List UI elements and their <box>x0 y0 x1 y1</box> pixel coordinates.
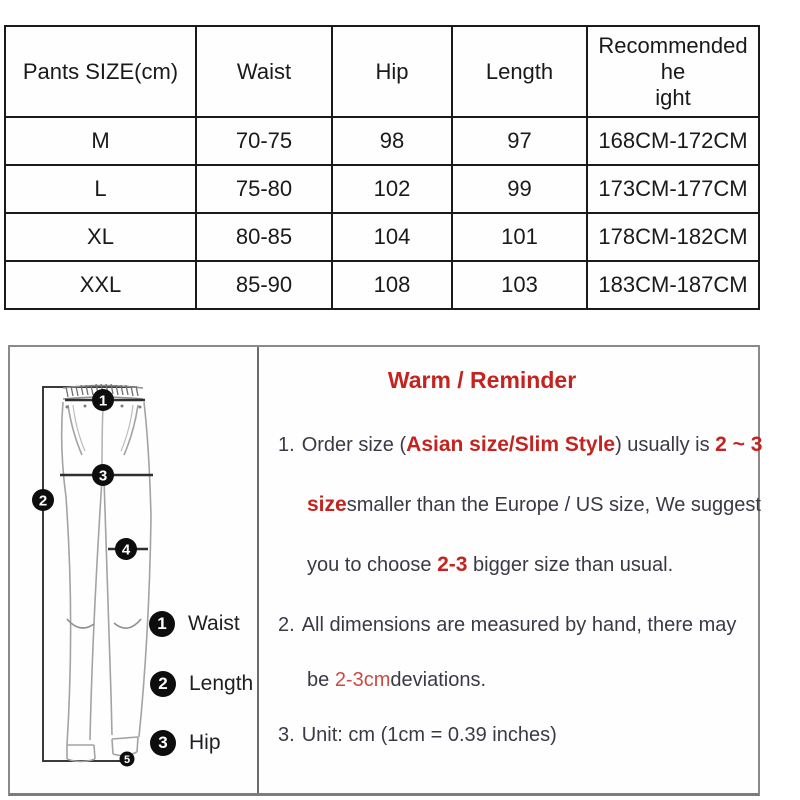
size-table-header-row <box>5 26 759 117</box>
reminder-item1-line1 <box>278 432 762 458</box>
marker-5-hem <box>120 752 135 767</box>
length-measure-bracket <box>43 387 135 761</box>
reminder-title: Warm / Reminder <box>387 367 577 393</box>
pants-sketch <box>10 347 257 791</box>
svg-text:2: 2 <box>38 492 48 510</box>
reminder-text: you to choose <box>307 554 438 576</box>
reminder-text: be <box>307 669 335 691</box>
reminder-item3-line1 <box>278 722 557 748</box>
vertical-divider <box>257 347 259 793</box>
legend-circle-3: 3 <box>150 730 176 756</box>
svg-text:1: 1 <box>98 392 108 410</box>
cell-hip: 102 <box>332 165 452 213</box>
header-length: Length <box>452 26 587 117</box>
header-waist: Waist <box>196 26 332 117</box>
reminder-highlight-2-3-bigger: 2-3 <box>437 553 468 576</box>
cell-size: XL <box>5 213 196 261</box>
table-row-m <box>5 117 759 165</box>
cell-length: 101 <box>452 213 587 261</box>
cell-hip: 104 <box>332 213 452 261</box>
legend-circle-1: 1 <box>149 611 175 637</box>
header-recommended-height-line2: ight <box>655 84 691 110</box>
legend-item-length <box>150 670 253 697</box>
pants-outline <box>62 402 151 762</box>
table-row-xl <box>5 213 759 261</box>
marker-2-length <box>32 489 54 511</box>
cell-hip: 108 <box>332 261 452 309</box>
reminder-text: Unit: cm (1cm = 0.39 inches) <box>301 724 557 746</box>
reminder-text: ) usually is <box>615 434 716 456</box>
cell-waist: 70-75 <box>196 117 332 165</box>
cell-length: 99 <box>452 165 587 213</box>
cell-waist: 75-80 <box>196 165 332 213</box>
svg-text:4: 4 <box>121 541 131 559</box>
legend-label-waist: Waist <box>188 611 240 635</box>
reminder-text: bigger size than usual. <box>467 554 674 576</box>
reminder-item3-number: 3. <box>278 724 295 746</box>
legend-label-hip: Hip <box>189 730 221 754</box>
reminder-highlight-asian-size: Asian size/Slim Style <box>406 433 616 456</box>
reminder-item1-number: 1. <box>278 434 295 456</box>
table-row-xxl <box>5 261 759 309</box>
cell-size: M <box>5 117 196 165</box>
marker-1-waist <box>92 389 114 411</box>
size-table <box>4 25 760 310</box>
marker-4-knee <box>115 538 137 560</box>
info-box <box>8 345 763 796</box>
cell-size: XXL <box>5 261 196 309</box>
reminder-item2-line2 <box>307 667 486 693</box>
cell-height: 178CM-182CM <box>587 213 759 261</box>
cell-hip: 98 <box>332 117 452 165</box>
header-recommended-height-line1: Recommended he <box>598 32 748 84</box>
reminder-highlight-2-3: 2 ~ 3 <box>715 433 763 456</box>
reminder-item2-number: 2. <box>278 614 295 636</box>
cell-height: 173CM-177CM <box>587 165 759 213</box>
reminder-text: Order size ( <box>301 434 407 456</box>
header-pants-size: Pants SIZE(cm) <box>5 26 196 117</box>
reminder-item2-line1 <box>278 612 736 638</box>
cell-waist: 80-85 <box>196 213 332 261</box>
cell-height: 168CM-172CM <box>587 117 759 165</box>
cell-size: L <box>5 165 196 213</box>
legend-item-waist <box>149 610 240 637</box>
reminder-text: smaller than the Europe / US size, We suggest <box>346 494 761 516</box>
cell-length: 97 <box>452 117 587 165</box>
header-recommended-height <box>587 26 759 117</box>
cell-height: 183CM-187CM <box>587 261 759 309</box>
reminder-item1-line2 <box>307 492 761 518</box>
reminder-text: All dimensions are measured by hand, there may <box>301 614 737 636</box>
marker-3-hip <box>92 464 114 486</box>
table-row-l <box>5 165 759 213</box>
legend-circle-2: 2 <box>150 671 176 697</box>
legend-label-length: Length <box>189 671 254 695</box>
legend-item-hip <box>150 729 221 756</box>
cell-waist: 85-90 <box>196 261 332 309</box>
reminder-highlight-2-3cm: 2-3cm <box>334 669 391 691</box>
reminder-highlight-size: size <box>307 493 347 516</box>
reminder-item1-line3 <box>307 552 673 578</box>
svg-text:3: 3 <box>98 467 108 485</box>
header-hip: Hip <box>332 26 452 117</box>
cell-length: 103 <box>452 261 587 309</box>
svg-text:5: 5 <box>123 754 131 766</box>
reminder-text: deviations. <box>390 669 487 691</box>
